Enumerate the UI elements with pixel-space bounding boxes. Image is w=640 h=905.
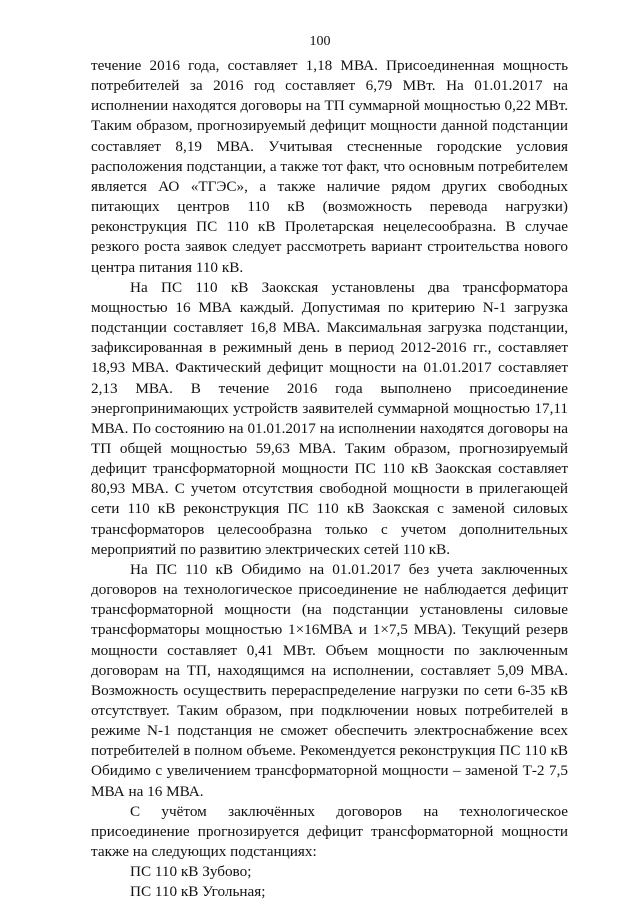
paragraph-obidimo: На ПС 110 кВ Обидимо на 01.01.2017 без учета заключенных договоров на технологическое присоединение не наблюдается дефицит трансформаторной мощности (на подстанции установлены силовые трансформаторы мощностью 1×16МВА и 1×7,5 МВА). Текущий резерв мощности составляет 0,41 МВт. Объем мощности по заключенным договорам на ТП, находящимся на исполнении, составляет 5,09 МВА. Возможность осуществить перераспределение нагрузки по сети 6-35 кВ отсутствует. Таким образом, при подключении новых потребителей в режиме N-1 подстанция не сможет обеспечить электроснабжение всех потребителей в полном объеме. Рекомендуется реконструкция ПС 110 кВ Обидимо с увеличением трансформаторной мощности – заменой Т-2 7,5 МВА на 16 МВА. <box>91 560 568 800</box>
document-body <box>91 56 568 903</box>
list-item-zubovo: ПС 110 кВ Зубово; <box>130 863 252 881</box>
list-item-ugolnaya: ПС 110 кВ Угольная; <box>130 883 266 901</box>
page-number: 100 <box>309 34 331 49</box>
paragraph-deficit-intro: С учётом заключённых договоров на технологическое присоединение прогнозируется дефицит трансформаторной мощности также на следующих подстанциях: <box>91 802 568 861</box>
paragraph-zaokskaya: На ПС 110 кВ Заокская установлены два трансформатора мощностью 16 МВА каждый. Допустимая по критерию N-1 загрузка подстанции составляет 16,8 МВА. Максимальная загрузка подстанции, зафиксированная в режимный день в период 2012-2016 гг., составляет 18,93 МВА. Фактический дефицит мощности на 01.01.2017 составляет 2,13 МВА. В течение 2016 года выполнено присоединение энергопринимающих устройств заявителей суммарной мощностью 17,11 МВА. По состоянию на 01.01.2017 на исполнении находятся договоры на ТП общей мощностью 59,63 МВА. Таким образом, прогнозируемый дефицит трансформаторной мощности ПС 110 кВ Заокская составляет 80,93 МВА. С учетом отсутствия свободной мощности в прилегающей сети 110 кВ реконструкция ПС 110 кВ Заокская с заменой силовых трансформаторов целесообразна только с учетом дополнительных мероприятий по развитию электрических сетей 110 кВ. <box>91 278 568 558</box>
paragraph-continuation: течение 2016 года, составляет 1,18 МВА. Присоединенная мощность потребителей за 2016 год составляет 6,79 МВт. На 01.01.2017 на исполнении находятся договоры на ТП суммарной мощностью 0,22 МВт. Таким образом, прогнозируемый дефицит мощности данной подстанции составляет 8,19 МВА. Учитывая стесненные городские условия расположения подстанции, а также тот факт, что основным потребителем является АО «ТГЭС», а также наличие рядом других свободных питающих центров 110 кВ (возможность перевода нагрузки) реконструкция ПС 110 кВ Пролетарская нецелесообразна. В случае резкого роста заявок следует рассмотреть вариант строительства нового центра питания 110 кВ. <box>91 57 568 276</box>
